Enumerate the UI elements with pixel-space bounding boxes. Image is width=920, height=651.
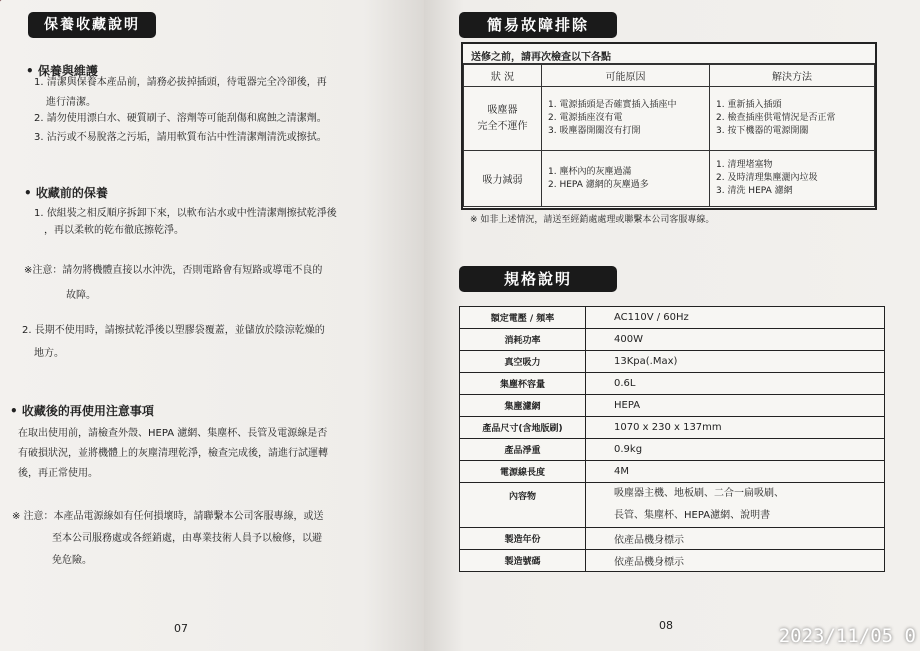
status-text: 完全不運作	[477, 120, 528, 132]
spec-row	[460, 307, 885, 329]
spec-row	[460, 373, 885, 395]
cause-text: 1. 電源插頭是否確實插入插座中	[548, 100, 677, 110]
spec-label: 產品淨重	[460, 439, 586, 461]
photo-timestamp: 2023/11/05 0	[778, 625, 916, 647]
status-text: 吸塵器	[487, 104, 518, 116]
before-storage-line: ，再以柔軟的乾布徹底擦乾淨。	[44, 225, 184, 236]
spec-row	[460, 528, 885, 550]
spec-value: 0.6L	[586, 373, 885, 395]
column-header: 狀 況	[464, 65, 542, 87]
troubleshoot-table	[461, 42, 877, 210]
spec-value: HEPA	[586, 395, 885, 417]
maintenance-line: 1. 清潔與保養本產品前，請務必拔掉插頭，待電器完全冷卻後，再	[34, 77, 327, 88]
maintenance-line: 3. 沾污或不易脫落之污垢，請用軟質布沾中性清潔劑清洗或擦拭。	[34, 132, 327, 143]
troubleshoot-footnote: ※ 如非上述情況，請送至經銷處處理或聯繫本公司客服專線。	[470, 215, 715, 225]
spec-row	[460, 329, 885, 351]
spec-value-line: 長管、集塵杯、HEPA濾網、說明書	[614, 510, 771, 521]
spec-row	[460, 550, 885, 572]
before-storage-item2: 地方。	[34, 348, 64, 359]
troubleshoot-title: 簡易故障排除	[459, 12, 617, 38]
table-row	[464, 87, 875, 151]
spec-label: 集塵濾網	[460, 395, 586, 417]
reuse-note: 至本公司服務處或各經銷處，由專業技術人員予以檢修，以避	[52, 533, 322, 544]
spec-label: 產品尺寸(含地版刷)	[460, 417, 586, 439]
spec-value: 依產品機身標示	[586, 550, 885, 572]
spec-value: AC110V / 60Hz	[586, 307, 885, 329]
spec-label: 集塵杯容量	[460, 373, 586, 395]
cause-text: 2. HEPA 濾網的灰塵過多	[548, 179, 649, 190]
spec-label: 額定電壓 / 頻率	[460, 307, 586, 329]
before-storage-line: 1. 依組裝之相反順序拆卸下來，以軟布沾水或中性清潔劑擦拭乾淨後	[34, 208, 337, 219]
spec-label: 內容物	[460, 483, 586, 528]
solution-text: 1. 清理堵塞物	[716, 160, 773, 170]
before-storage-item2: 2. 長期不使用時，請擦拭乾淨後以塑膠袋覆蓋，並儲放於陰涼乾燥的	[22, 325, 325, 336]
care-storage-title: 保養收藏說明	[28, 12, 156, 38]
solution-text: 1. 重新插入插頭	[716, 100, 782, 110]
spec-row	[460, 439, 885, 461]
status-cell	[464, 87, 542, 151]
cause-text: 2. 電源插座沒有電	[548, 113, 623, 123]
column-header: 解決方法	[710, 65, 875, 87]
spec-value: 0.9kg	[586, 439, 885, 461]
spec-value: 13Kpa(.Max)	[586, 351, 885, 373]
left-page	[0, 0, 428, 651]
reuse-line: 有破損狀況，並將機體上的灰塵清理乾淨，檢查完成後，請進行試運轉	[18, 448, 328, 459]
maintenance-line: 進行清潔。	[46, 97, 96, 108]
spec-row	[460, 351, 885, 373]
spec-value: 4M	[586, 461, 885, 483]
solution-cell	[710, 151, 875, 207]
spec-label: 電源線長度	[460, 461, 586, 483]
reuse-line: 後，再正常使用。	[18, 468, 98, 479]
spec-value-line: 吸塵器主機、地板刷、二合一扁吸刷、	[614, 488, 784, 499]
reuse-heading: • 收藏後的再使用注意事項	[10, 404, 154, 418]
reuse-note: 免危險。	[52, 555, 92, 566]
solution-cell	[710, 87, 875, 151]
page-number: 08	[659, 619, 673, 632]
spec-row	[460, 483, 885, 528]
solution-text: 2. 檢查插座供電情況是否正常	[716, 113, 836, 123]
spec-label: 製造年份	[460, 528, 586, 550]
status-text: 吸力減弱	[482, 175, 523, 186]
maintenance-heading: • 保養與維護	[26, 64, 98, 78]
before-storage-note: 故障。	[66, 290, 96, 301]
page-number: 07	[174, 622, 188, 635]
spec-value: 依產品機身標示	[586, 528, 885, 550]
spec-label: 製造號碼	[460, 550, 586, 572]
before-storage-heading: • 收藏前的保養	[24, 186, 108, 200]
spec-row	[460, 395, 885, 417]
cause-text: 3. 吸塵器開關沒有打開	[548, 126, 641, 136]
table-row	[464, 151, 875, 207]
cause-cell	[542, 87, 710, 151]
spec-label: 真空吸力	[460, 351, 586, 373]
cause-cell	[542, 151, 710, 207]
specs-title: 規格說明	[459, 266, 617, 292]
reuse-line: 在取出使用前，請檢查外殼、HEPA 濾網、集塵杯、長管及電源線是否	[18, 428, 328, 439]
specs-table	[459, 306, 885, 572]
solution-text: 2. 及時清理集塵灑內垃圾	[716, 173, 818, 183]
status-cell	[464, 151, 542, 207]
spec-value: 1070 x 230 x 137mm	[586, 417, 885, 439]
spec-label: 消耗功率	[460, 329, 586, 351]
spec-row	[460, 417, 885, 439]
maintenance-line: 2. 請勿使用漂白水、硬質刷子、溶劑等可能刮傷和腐蝕之清潔劑。	[34, 113, 327, 124]
solution-text: 3. 清洗 HEPA 濾網	[716, 186, 793, 196]
spec-row	[460, 461, 885, 483]
solution-text: 3. 按下機器的電源開關	[716, 126, 809, 136]
cause-text: 1. 塵杯內的灰塵過滿	[548, 166, 632, 177]
column-header: 可能原因	[542, 65, 710, 87]
reuse-note: ※ 注意：本產品電源線如有任何損壞時，請聯繫本公司客服專線，或送	[12, 511, 324, 522]
before-storage-note: ※注意：請勿將機體直接以水沖洗，否則電路會有短路或導電不良的	[24, 265, 323, 276]
spec-value	[586, 483, 885, 528]
troubleshoot-header: 送修之前，請再次檢查以下各點	[463, 44, 875, 64]
spec-value: 400W	[586, 329, 885, 351]
